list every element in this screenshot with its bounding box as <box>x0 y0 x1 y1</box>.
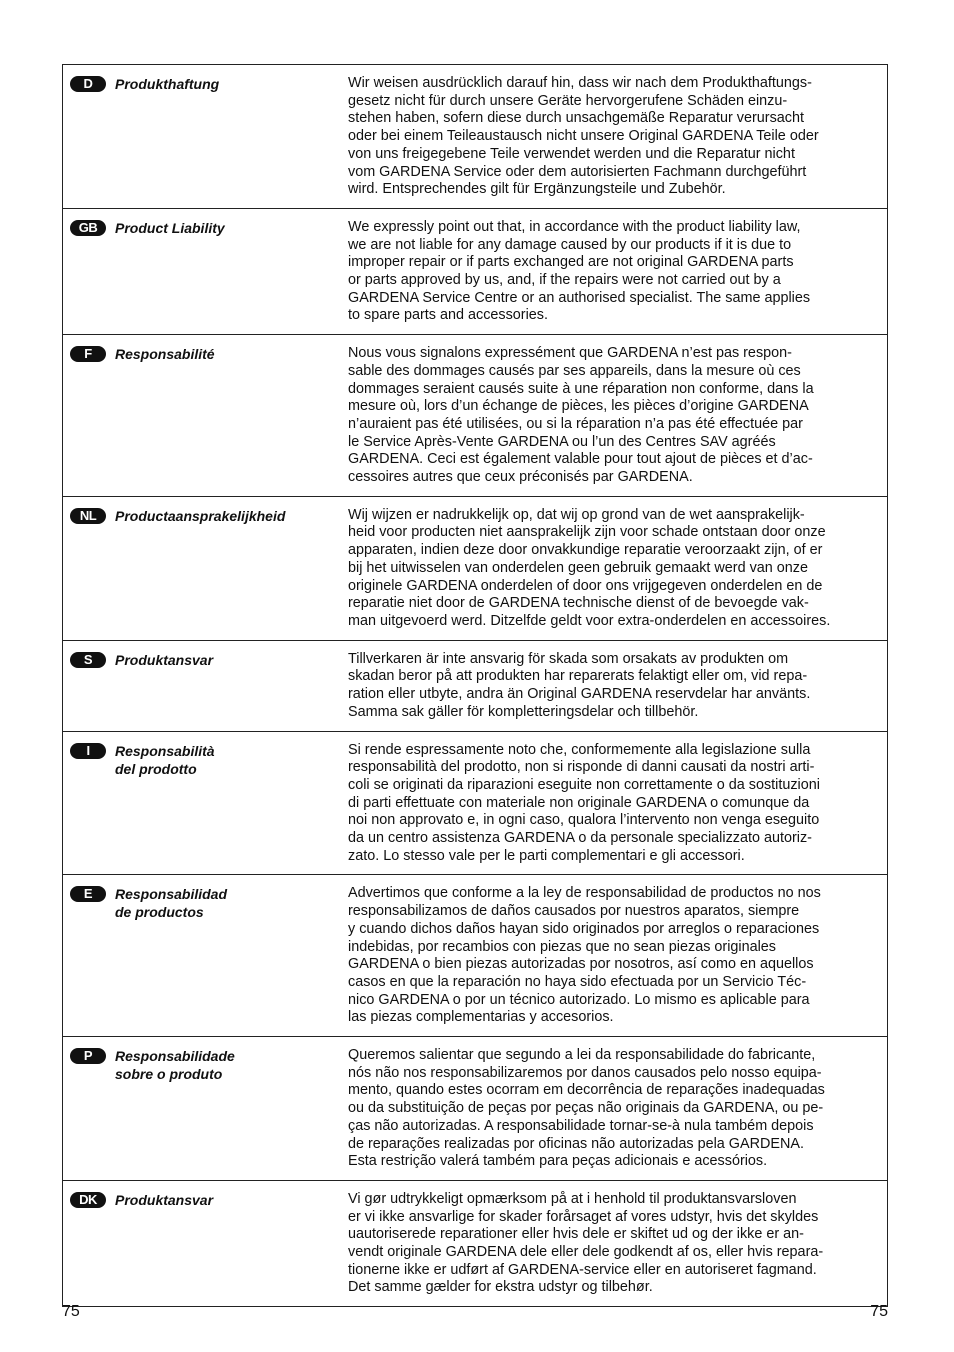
section-row-p <box>63 1036 887 1180</box>
section-label-cell <box>63 497 348 640</box>
section-heading: Responsabilidad de productos <box>115 886 228 921</box>
section-label-cell <box>63 209 348 334</box>
section-heading: Productaansprakelijkheid <box>115 507 286 524</box>
language-badge: F <box>70 346 106 362</box>
section-row-nl <box>63 496 887 640</box>
section-row-i <box>63 731 887 875</box>
section-label-cell <box>63 65 348 208</box>
section-label-cell <box>63 335 348 496</box>
section-row-d <box>63 65 887 208</box>
section-row-s <box>63 640 887 731</box>
section-text: Wir weisen ausdrücklich darauf hin, dass wir nach dem Produkthaftungs- gesetz nicht für durch unsere Geräte hervorgerufene Schäden einzu- stehen haben, sofern diese durch unsachgemäße Reparatur verursacht oder bei einem Teileaustausch nicht unsere Original GARDENA Teile oder von uns freigegebene Teile verwendet werden und die Reparatur nicht vom GARDENA Service oder dem autorisierten Fachmann durchgeführt wird. Entsprechendes gilt für Ergänzungsteile und Zubehör. <box>348 75 819 198</box>
section-text: Si rende espressamente noto che, conformemente alla legislazione sulla responsabilità del prodotto, non si risponde di danni causati da nostri arti- coli se originati da riparazioni eseguite non correttamente o da sostituzioni di parti effettuate con materiale non originale GARDENA o comunque da noi non approvato e, in ogni caso, qualora l’intervento non venga eseguito da un centro assistenza GARDENA o da personale specializzato autoriz- zato. Lo stesso vale per le parti complementari e gli accessori. <box>348 741 820 864</box>
section-label-cell <box>63 1181 348 1306</box>
section-label-cell <box>63 1037 348 1180</box>
language-badge: D <box>70 76 106 92</box>
language-badge: I <box>70 743 106 759</box>
section-label-cell <box>63 732 348 875</box>
section-text: Queremos salientar que segundo a lei da responsabilidade do fabricante, nós não nos responsabilizaremos por danos causados pelo nosso equipa- mento, quando estes ocorram em decorrência de reparações inadequadas ou da substituição de peças por peças não originais da GARDENA, ou pe- ças não autorizadas. A responsabilidade tornar-se-à nula também depois de reparações realizadas por oficinas não autorizadas pela GARDENA. Esta restrição valerá também para peças adicionais e acessórios. <box>348 1047 825 1170</box>
section-heading: Responsabilità del prodotto <box>115 742 215 777</box>
page-number-right: 75 <box>870 1303 888 1320</box>
section-row-e <box>63 874 887 1036</box>
liability-table <box>62 64 888 1307</box>
section-heading: Product Liability <box>115 219 225 236</box>
section-label-cell <box>63 641 348 731</box>
section-row-f <box>63 334 887 496</box>
section-label-cell <box>63 875 348 1036</box>
section-heading: Produkthaftung <box>115 76 220 92</box>
section-text: Advertimos que conforme a la ley de responsabilidad de productos no nos responsabilizamos de daños causados por nuestros aparatos, siempre y cuando dichos daños hayan sido originados por arreglos o reparaciones indebidas, por recambios con piezas que no sean piezas originales GARDENA o bien piezas autorizadas por nosotros, así como en aquellos casos en que la reparación no haya sido efectuada por un Servicio Téc- nico GARDENA o por un técnico autorizado. Lo mismo es aplicable para las piezas complementarias y accesorios. <box>348 885 821 1026</box>
section-text: Nous vous signalons expressément que GARDENA n’est pas respon- sable des dommages causés par ses appareils, dans la mesure où ces dommages seraient causés suite à une réparation non conforme, dans la mesure où, lors d’un échange de pièces, les pièces d’origine GARDENA n’auraient pas été utilisées, ou si la réparation n’a pas été effectuée par le Service Après-Vente GARDENA ou l’un des Centres SAV agréés GARDENA. Ceci est également valable pour tout ajout de pièces et d’ac- cessoires autres que ceux préconisés par GARDENA. <box>348 345 814 486</box>
section-text: Tillverkaren är inte ansvarig för skada som orsakats av produkten om skadan beror på att produkten har reparerats felaktigt eller om, vid repa- ration eller utbyte, andra än Original GARDENA reservdelar har använts. Samma sak gäller för kompletteringsdelar och tillbehör. <box>348 650 811 720</box>
section-heading: Produktansvar <box>115 1191 214 1208</box>
section-text: Wij wijzen er nadrukkelijk op, dat wij op grond van de wet aansprakelijk- heid voor producten niet aansprakelijk zijn voor schade ontstaan door onze apparaten, indien deze door onvakkundige reparatie veroorzaakt zijn, of er bij het uitwisselen van onderdelen geen gebruik gemaakt werd van onze originele GARDENA onderdelen of door ons vrijgegeven onderdelen en de reparatie niet door de GARDENA technische dienst of de bevoegde vak- man uitgevoerd werd. Ditzelfde geldt voor extra-onderdelen en accessoires. <box>348 506 831 629</box>
language-badge: NL <box>70 508 106 524</box>
section-heading: Produktansvar <box>115 651 214 668</box>
language-badge: S <box>70 652 106 668</box>
section-text: Vi gør udtrykkeligt opmærksom på at i henhold til produktansvarsloven er vi ikke ansvarlige for skader forårsaget af vores udstyr, hvis det skyldes uautoriserede reparationer eller hvis dele er skiftet ud og der ikke er an- vendt originale GARDENA dele eller dele godkendt af os, eller hvis repara- tionerne ikke er udført af GARDENA-service eller en autoriseret fagmand. Det samme gælder for ekstra udstyr og tilbehør. <box>348 1190 824 1296</box>
section-heading: Responsabilité <box>115 346 215 363</box>
page-number-left: 75 <box>62 1303 80 1320</box>
language-badge: E <box>70 886 106 902</box>
language-badge: GB <box>70 220 106 236</box>
section-text: We expressly point out that, in accordance with the product liability law, we are not liable for any damage caused by our products if it is due to improper repair or if parts exchanged are not original GARDENA parts or parts approved by us, and, if the repairs were not carried out by a GARDENA Service Centre or an authorised specialist. The same applies to spare parts and accessories. <box>348 218 811 324</box>
language-badge: DK <box>70 1192 106 1208</box>
section-row-gb <box>63 208 887 334</box>
section-row-dk <box>63 1180 887 1306</box>
section-heading: Responsabilidade sobre o produto <box>115 1048 235 1083</box>
language-badge: P <box>70 1048 106 1064</box>
